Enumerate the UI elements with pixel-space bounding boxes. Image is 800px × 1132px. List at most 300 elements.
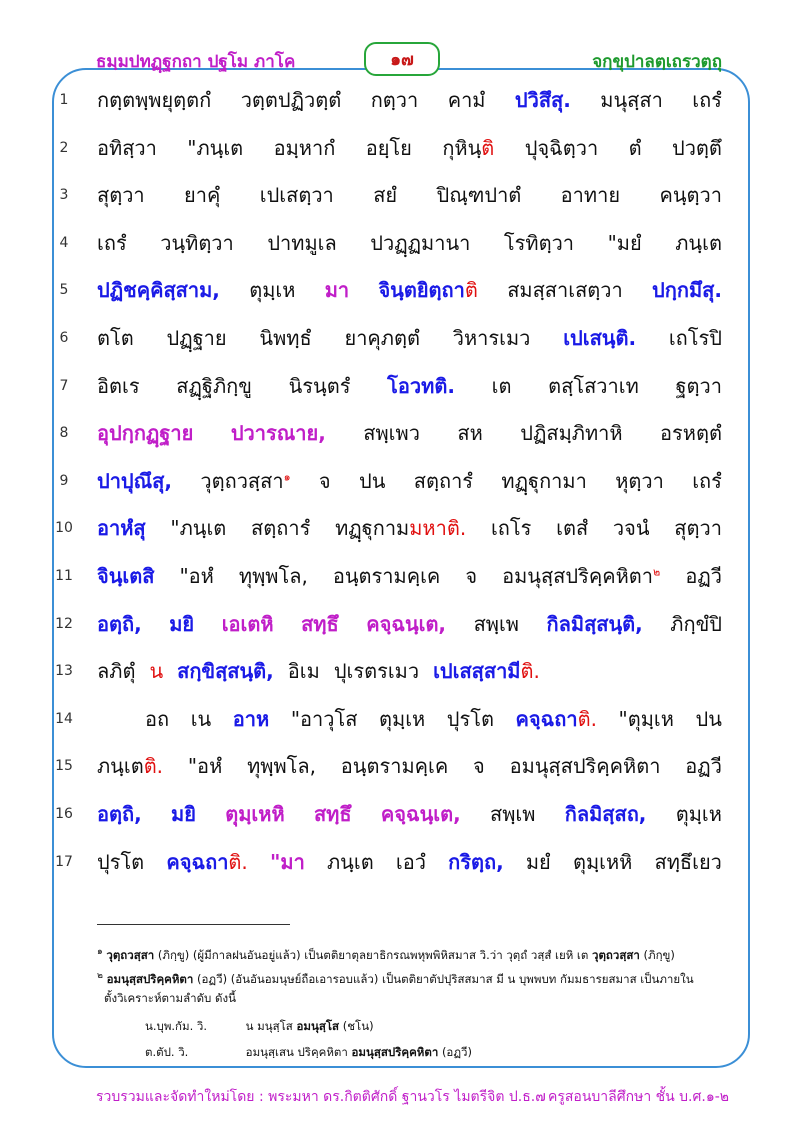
word [437, 179, 522, 211]
line-text [97, 560, 722, 592]
word-text: ปน [359, 468, 386, 493]
word-text: สฏฺฐิภิกฺขู [176, 373, 252, 398]
footnote-2-mark: ๒ [97, 971, 103, 981]
line-number: 15 [55, 758, 73, 775]
word [97, 560, 154, 592]
word [600, 84, 663, 116]
line-number: 7 [59, 377, 69, 394]
line-number: 13 [55, 663, 73, 680]
word [97, 512, 146, 544]
word [676, 798, 722, 830]
word-text: เปเสสฺสามี [433, 659, 521, 684]
word-text: สกฺขิสฺสนฺติ, [177, 659, 274, 684]
line-text [97, 417, 722, 449]
text-line [0, 602, 800, 650]
footnote-1-term: วุตฺถวสฺสา [106, 947, 155, 962]
word [260, 179, 334, 211]
word-text: โอวทติ. [387, 373, 455, 398]
word [652, 274, 722, 306]
analysis-plain: น มนุสฺโส [245, 1019, 293, 1033]
word-text: อทิสฺวา [97, 135, 157, 160]
line-number: 11 [55, 568, 73, 584]
word [160, 227, 234, 259]
analysis-label: ต.ตัป. วิ. [145, 1045, 189, 1059]
word [177, 655, 274, 687]
line-number: 16 [55, 806, 73, 822]
word-text: อรหตฺตํ [660, 421, 722, 446]
footnote-ref: ๒ [653, 565, 661, 579]
word-text: อมนุสฺสปริคฺคหิตา [509, 754, 661, 779]
word [314, 798, 352, 830]
word [188, 750, 222, 782]
word-text: กตฺวา [370, 88, 419, 112]
word [170, 512, 226, 544]
word [373, 179, 397, 211]
text-line [0, 173, 800, 221]
word-text: จินฺเตสิ [97, 564, 155, 588]
iti-suffix: ติ. [228, 849, 248, 874]
page-header [0, 38, 800, 78]
text-line [0, 649, 800, 697]
footnote-2-text: (อฏวี) (อันอันอมนุษย์ถือเอารอบแล้ว) เป็นตติยาตัปปุริสสมาส มี น บุพพบท กัมมธารยสมาส เป็นภายใน [197, 971, 694, 986]
word [670, 608, 722, 640]
word-text: ปุจฺฉิตฺวา [524, 135, 599, 160]
text-line [0, 459, 800, 507]
word [145, 703, 169, 735]
word-text: เต [491, 373, 512, 398]
word [453, 322, 531, 354]
text-line [0, 411, 800, 459]
line-text [97, 750, 722, 782]
word-text: ปาทมูเล [267, 230, 337, 255]
word-text: เถรํ [692, 88, 722, 112]
word [301, 608, 339, 640]
word [166, 846, 247, 878]
word [171, 798, 196, 830]
word-text: กิลมิสฺสนฺติ, [546, 611, 643, 636]
word [334, 655, 419, 687]
word-text: มยิ [171, 802, 196, 826]
text-line [0, 744, 800, 792]
word-text: วจนํ [612, 516, 650, 541]
word-text: ตสฺโสวาเท [548, 373, 639, 398]
word [672, 132, 722, 164]
word [447, 703, 494, 735]
word-text: กตฺตพฺพยุตฺตกํ [97, 88, 212, 112]
word-text: อมนุสฺสปริคฺคหิตา [502, 564, 653, 588]
word [491, 512, 531, 544]
word-text: ภนฺเต [97, 754, 144, 779]
footnote-1-term-2: วุตฺถวสฺสา [592, 947, 640, 962]
footer-compiler: รวบรวมและจัดทำใหม่โดย : พระมหา ดร.กิตติศักดิ์ ฐานวโร ไมตรีจิต ป.ธ.๗ [96, 1089, 546, 1105]
word-text: น [149, 659, 164, 684]
word-text: สพฺเพ [490, 802, 536, 826]
word-text: มนุสฺสา [600, 88, 663, 112]
text-line [0, 554, 800, 602]
line-number: 3 [59, 187, 69, 204]
word [366, 132, 412, 164]
line-text [97, 465, 722, 497]
word [525, 132, 599, 164]
word-text: "อหํ [179, 564, 214, 588]
word [233, 703, 269, 735]
word-text: ลภิตุํ [97, 659, 136, 684]
word [359, 465, 385, 497]
word [659, 179, 722, 211]
line-number: 10 [55, 520, 73, 537]
word-text: มา [324, 278, 350, 303]
text-line [0, 840, 800, 888]
word [222, 608, 274, 640]
word-text: อตฺถิ, [97, 611, 142, 636]
word-text: วนฺทิตฺวา [160, 230, 234, 255]
word [176, 370, 252, 402]
word-text: ทุพฺพโล, [238, 564, 308, 588]
word [239, 560, 308, 592]
word [191, 703, 212, 735]
analysis-plain: อมนุสฺเสน ปริคฺคหิตา [245, 1045, 348, 1059]
word-text: ตุมฺเห [379, 706, 426, 731]
word [97, 798, 142, 830]
line-text [97, 608, 722, 640]
word-text: คจฺฉนฺเต, [380, 802, 461, 826]
word-text: วิหารเมว [452, 326, 531, 350]
word-text: ปวฏฺฏมานา [370, 230, 471, 255]
word [457, 417, 482, 449]
word [97, 227, 127, 259]
word-text: คจฺฉถา [515, 706, 578, 731]
word-text: ปุรโต [97, 849, 145, 874]
word-text: มยํ [525, 849, 551, 874]
word-text: อาทาย [560, 183, 621, 208]
word-text: เปเสตฺวา [259, 183, 334, 208]
word-text: เน [190, 706, 212, 731]
text-line [0, 126, 800, 174]
word-text: คนฺตฺวา [659, 183, 722, 208]
word-text: ตุมฺเห [249, 278, 296, 303]
word [169, 608, 194, 640]
word [660, 417, 722, 449]
word [97, 846, 144, 878]
word-text: สพฺเพ [473, 611, 519, 636]
word-text: เปเสนฺติ. [563, 326, 637, 350]
line-number: 5 [59, 282, 69, 299]
word [179, 560, 213, 592]
line-number: 4 [59, 234, 69, 251]
line-number: 6 [59, 330, 69, 346]
word [515, 84, 571, 116]
word [381, 798, 461, 830]
word-text: "มา [269, 849, 305, 874]
word-text: อาห [232, 706, 270, 731]
word [629, 132, 642, 164]
word-text: ฐตฺวา [675, 373, 722, 398]
word-text: อฏวี [685, 754, 722, 779]
word [97, 84, 211, 116]
word-text: มยิ [169, 611, 195, 636]
text-line [0, 792, 800, 840]
analysis-tail: (ชโน) [342, 1019, 374, 1033]
word-text: ปิณฺฑปาตํ [436, 183, 522, 208]
line-text [97, 322, 722, 354]
text-line [0, 506, 800, 554]
word [433, 655, 540, 687]
line-text [97, 132, 722, 164]
word-text: สยํ [373, 183, 398, 208]
word [97, 655, 135, 687]
word [516, 703, 597, 735]
word-text: กริตฺถ, [448, 849, 504, 874]
word [442, 132, 494, 164]
word [366, 608, 446, 640]
word-text: ปฏิชคฺคิสฺสาม, [97, 278, 220, 303]
word-text: ยาคุํ [184, 183, 221, 208]
line-text [97, 370, 722, 402]
line-text [97, 798, 722, 830]
word-text: คจฺฉนฺเต, [366, 611, 447, 636]
analysis-row-2 [145, 1044, 472, 1062]
word [490, 798, 535, 830]
word-text: สตฺถารํ [251, 516, 311, 541]
footnote-2 [97, 968, 694, 989]
word [692, 84, 722, 116]
word [241, 84, 342, 116]
word [291, 703, 358, 735]
word [675, 370, 721, 402]
word-text: นิรนฺตรํ [288, 373, 351, 398]
word [474, 608, 519, 640]
word-text: เตสํ [556, 516, 589, 541]
text-line [0, 268, 800, 316]
line-text [97, 846, 722, 878]
word-text: คจฺฉถา [166, 849, 229, 874]
line-number: 2 [59, 139, 69, 156]
footnote-2-continued [104, 990, 236, 1008]
word-text: ภนฺเต [327, 849, 374, 874]
word-text: "ภนฺเต [170, 516, 227, 541]
word [526, 846, 551, 878]
word [473, 750, 485, 782]
word [97, 465, 172, 497]
word [97, 608, 142, 640]
word-text: อนฺตรามคฺเค [340, 754, 449, 779]
word [692, 465, 722, 497]
word [333, 560, 440, 592]
word-text: เถโร [490, 516, 532, 541]
iti-suffix: ติ. [520, 659, 540, 684]
word-text: ปวิสึสุ. [514, 88, 571, 112]
word [492, 370, 512, 402]
analysis-bold: อมนุสฺสปริคฺคหิตา [351, 1045, 439, 1059]
analysis-tail: (อฏวี) [441, 1045, 472, 1059]
footnote-ref: ๑ [283, 470, 291, 484]
iti-suffix: ติ. [577, 706, 597, 731]
book-title: ธมฺมปทฏฺฐกถา ปฐโม ภาโค [96, 52, 296, 72]
word-text: ทุพฺพโล, [247, 754, 316, 779]
word-text: อมฺหากํ [273, 135, 336, 160]
word-text: อุปกฺกฏฺฐาย [97, 421, 194, 446]
word-text: นิพทฺธํ [259, 326, 312, 350]
line-number: 14 [55, 710, 73, 727]
word-text: สทฺธึ [301, 611, 339, 636]
line-text [97, 512, 722, 544]
word-text: ทฏฺฐุกามา [501, 468, 587, 493]
word [363, 417, 420, 449]
word [288, 655, 320, 687]
word [97, 322, 134, 354]
line-number: 8 [59, 425, 69, 442]
word [274, 132, 336, 164]
word [249, 274, 295, 306]
word-text: "มยํ [607, 230, 642, 255]
word [167, 322, 227, 354]
page-number-badge [364, 42, 440, 76]
word-text: ตํ [628, 135, 642, 160]
word-text: ตุมฺเหหิ [572, 849, 633, 874]
word-text: ปฏฺฐาย [166, 326, 227, 350]
word [319, 465, 331, 497]
word-text: ปน [695, 706, 722, 731]
word-text: สทฺธึ [313, 802, 352, 826]
word-text: สห [457, 421, 483, 446]
word [270, 846, 305, 878]
footnote-1-text: (ภิกฺขู) (ผู้มีกาลฝนอันอยู่แล้ว) เป็นตติยาตุลยาธิกรณพหุพพิหิสมาส วิ.ว่า วุตฺถํ วสฺสํ เยหิ เต [157, 947, 589, 962]
word [200, 465, 290, 497]
word [97, 750, 163, 782]
word-text: สมสฺสาเสตฺวา [507, 278, 623, 303]
word-text: สพฺเพว [363, 421, 420, 446]
word [259, 322, 311, 354]
word-text: อนฺตรามคฺเค [332, 564, 441, 588]
iti-suffix: ติ [464, 278, 478, 303]
word-text: ตโต [97, 326, 134, 350]
word-text: ตุมฺเหหิ [225, 802, 285, 826]
line-number: 1 [59, 92, 69, 108]
word-text: อตฺถิ, [97, 802, 142, 826]
line-number: 12 [55, 615, 73, 632]
word [371, 84, 419, 116]
word-text: ยาคุภตฺตํ [344, 326, 420, 350]
word-text: อยฺโย [365, 135, 412, 160]
line-text [97, 179, 722, 211]
word [335, 512, 466, 544]
word-text: วุตฺถวสฺสา [200, 468, 284, 493]
word [448, 84, 486, 116]
word [561, 179, 620, 211]
word [97, 179, 145, 211]
word-text: สทฺธึเยว [654, 849, 722, 874]
line-text [97, 655, 722, 687]
word-text: ปฏิสมฺภิทาหิ [520, 421, 623, 446]
word [251, 512, 310, 544]
word [685, 750, 722, 782]
word-text: จินฺตยิตฺถา [378, 278, 465, 303]
word-text: เอวํ [395, 849, 426, 874]
word-text: กิลมิสฺสถ, [564, 802, 647, 826]
footnote-2-text-2: ตั้งวิเคราะห์ตามลำดับ ดังนี้ [104, 991, 236, 1005]
word-text: สุตฺวา [674, 516, 722, 541]
word-text: อิตเร [97, 373, 140, 398]
word-text: ปุรโต [446, 706, 494, 731]
word [344, 322, 420, 354]
word [379, 703, 425, 735]
word [97, 370, 140, 402]
word-text: สตฺถารํ [413, 468, 474, 493]
word-text: อิเม [287, 659, 320, 684]
word [341, 750, 448, 782]
word [507, 274, 623, 306]
word [378, 274, 477, 306]
word-text: "ภนฺเต [187, 135, 244, 160]
word [465, 560, 477, 592]
word-text: ทฏฺฐุกาม [335, 516, 410, 541]
footnote-1 [97, 944, 675, 965]
word [608, 227, 642, 259]
word [396, 846, 426, 878]
word [685, 560, 722, 592]
word [520, 417, 622, 449]
footnote-2-term: อมนุสฺสปริคฺคหิตา [106, 971, 194, 986]
page-number: ๑๗ [390, 49, 414, 70]
footnote-1-text-b: (ภิกฺขู) [643, 947, 675, 962]
word [613, 512, 650, 544]
word [696, 703, 722, 735]
story-title: จกฺขุปาลตฺเถรวตฺถุ [592, 52, 722, 72]
footnote-1-mark: ๑ [97, 947, 103, 957]
word-text: จ [318, 468, 331, 493]
text-line [0, 221, 800, 269]
word [267, 227, 336, 259]
word [615, 465, 664, 497]
word [556, 512, 588, 544]
word [184, 179, 220, 211]
footnote-divider [97, 924, 290, 925]
word-text: กุหินฺ [442, 135, 482, 160]
word [565, 798, 647, 830]
word-text: ปวารณาย, [230, 421, 326, 446]
word-text: โรทิตฺวา [503, 230, 575, 255]
word-text: "อาวุโส [290, 706, 358, 731]
word [504, 227, 574, 259]
word [231, 417, 326, 449]
word-text: อาหํสุ [97, 516, 146, 541]
word-text: เอเตหิ [221, 611, 274, 636]
word [97, 274, 220, 306]
word-text: ปวตฺตึ [672, 135, 722, 160]
word [548, 370, 639, 402]
word [370, 227, 470, 259]
word-text: ปุเรตรเมว [333, 659, 420, 684]
word-text: ภิกฺขํปิ [670, 611, 722, 636]
word [675, 227, 722, 259]
word [655, 846, 722, 878]
text-line [0, 316, 800, 364]
word-text: คามํ [447, 88, 486, 112]
word [547, 608, 643, 640]
word-text: ปกฺกมึสุ. [652, 278, 722, 303]
footer-teacher: ครูสอนบาลีศึกษา ชั้น บ.ศ.๑-๒ [548, 1089, 730, 1105]
word-text: เถรํ [692, 468, 722, 493]
word [414, 465, 473, 497]
analysis-row-1 [145, 1018, 374, 1036]
word [448, 846, 504, 878]
word [187, 132, 243, 164]
word [669, 322, 722, 354]
word-text: จ [473, 754, 485, 779]
word [225, 798, 284, 830]
word-text: จ [465, 564, 478, 588]
word-text: หุตฺวา [615, 468, 664, 493]
